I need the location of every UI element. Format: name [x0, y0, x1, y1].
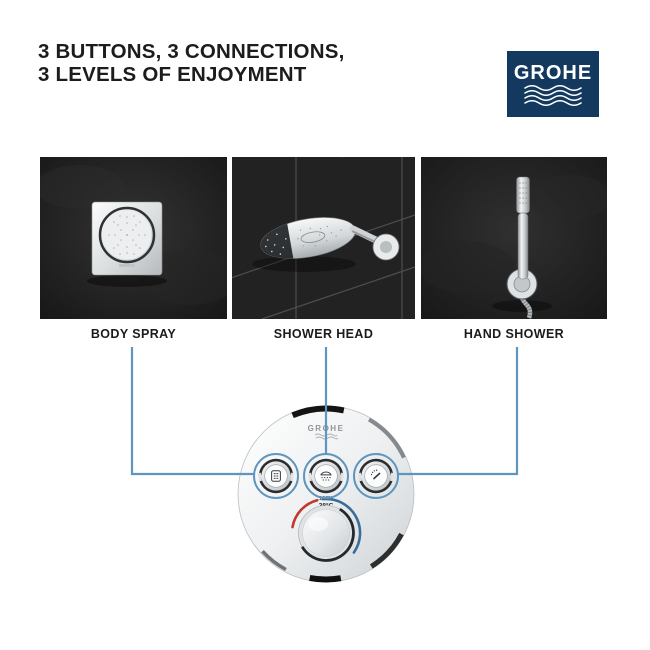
plate-brand-text: GROHE	[307, 424, 345, 433]
hand-shower-label: HAND SHOWER	[463, 327, 565, 341]
headline-line2: 3 LEVELS OF ENJOYMENT	[38, 63, 307, 86]
temperature-knob	[299, 506, 354, 561]
body-spray-connector	[132, 347, 254, 474]
headline-line1: 3 BUTTONS, 3 CONNECTIONS,	[38, 40, 345, 63]
volume-marking: 100%	[318, 496, 334, 502]
body-spray-label: BODY SPRAY	[90, 327, 177, 341]
hand-shower-button	[359, 459, 393, 493]
body-spray-button	[259, 459, 293, 493]
hand-shower-connector	[398, 347, 517, 474]
grohe-logo-text: GROHE	[513, 62, 593, 84]
shower-head-button	[309, 459, 343, 493]
shower-head-label: SHOWER HEAD	[273, 327, 374, 341]
